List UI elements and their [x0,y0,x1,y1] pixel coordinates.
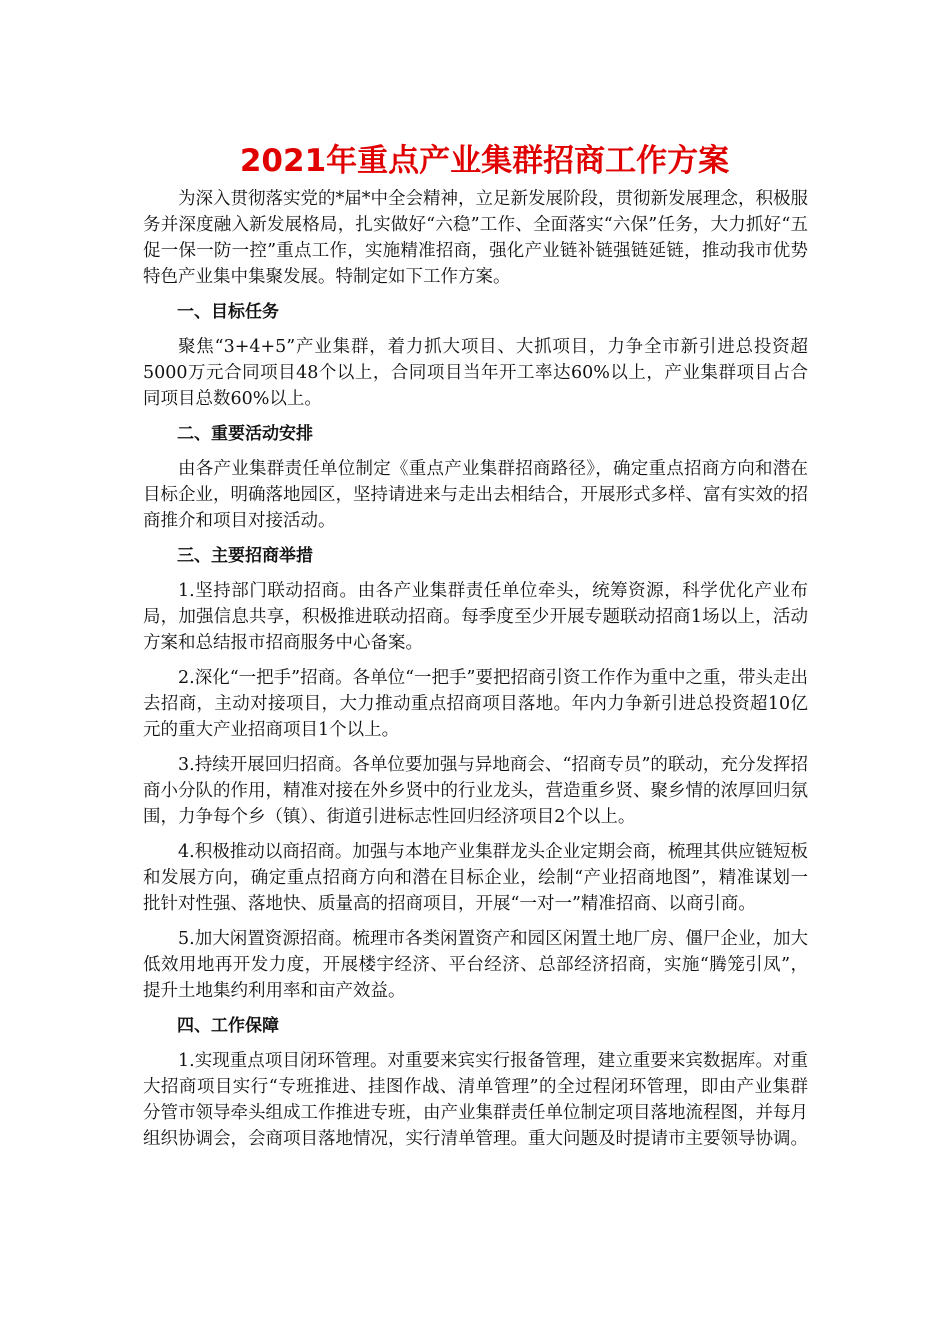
document-title: 2021年重点产业集群招商工作方案 [239,143,730,179]
section-heading-measures: 三、主要招商举措 [177,546,313,566]
document-page [143,140,808,1161]
section-measures [143,543,808,1004]
intro-paragraph: 为深入贯彻落实党的*届*中全会精神，立足新发展阶段，贯彻新发展理念，积极服务并深度融入新发展格局，扎实做好“六稳”工作、全面落实“六保”任务，大力抓好“五促一保一防一控”重点工作，实施精准招商，强化产业链补链强链延链，推动我市优势特色产业集中集聚发展。特制定如下工作方案。 [143,189,808,287]
section-paragraph: 由各产业集群责任单位制定《重点产业集群招商路径》，确定重点招商方向和潜在目标企业，明确落地园区，坚持请进来与走出去相结合，开展形式多样、富有实效的招商推介和项目对接活动。 [143,459,808,531]
measure-paragraph-3: 3.持续开展回归招商。各单位要加强与异地商会、“招商专员”的联动，充分发挥招商小分队的作用，精准对接在外乡贤中的行业龙头，营造重乡贤、聚乡情的浓厚回归氛围，力争每个乡（镇）、街道引进标志性回归经济项目2个以上。 [143,755,808,827]
section-paragraph: 聚焦“3+4+5”产业集群，着力抓大项目、大抓项目，力争全市新引进总投资超5000万元合同项目48个以上，合同项目当年开工率达60%以上，产业集群项目占合同项目总数60%以上。 [143,337,808,409]
section-goals [143,299,808,412]
section-heading-goals: 一、目标任务 [177,302,279,322]
measure-paragraph-4: 4.积极推动以商招商。加强与本地产业集群龙头企业定期会商，梳理其供应链短板和发展方向，确定重点招商方向和潜在目标企业，绘制“产业招商地图”，精准谋划一批针对性强、落地快、质量高的招商项目，开展“一对一”精准招商、以商引商。 [143,842,808,914]
measure-paragraph-5: 5.加大闲置资源招商。梳理市各类闲置资产和园区闲置土地厂房、僵尸企业，加大低效用地再开发力度，开展楼宇经济、平台经济、总部经济招商，实施“腾笼引凤”，提升土地集约利用率和亩产效益。 [143,929,808,1001]
section-activities [143,421,808,534]
guarantee-paragraph-1: 1.实现重点项目闭环管理。对重要来宾实行报备管理，建立重要来宾数据库。对重大招商项目实行“专班推进、挂图作战、清单管理”的全过程闭环管理，即由产业集群分管市领导牵头组成工作推进专班，由产业集群责任单位制定项目落地流程图，并每月组织协调会，会商项目落地情况，实行清单管理。重大问题及时提请市主要领导协调。 [143,1051,808,1149]
section-heading-guarantees: 四、工作保障 [177,1016,279,1036]
section-guarantees [143,1013,808,1152]
section-heading-activities: 二、重要活动安排 [177,424,313,444]
measure-paragraph-2: 2.深化“一把手”招商。各单位“一把手”要把招商引资工作作为重中之重，带头走出去招商，主动对接项目，大力推动重点招商项目落地。年内力争新引进总投资超10亿元的重大产业招商项目1个以上。 [143,668,808,740]
measure-paragraph-1: 1.坚持部门联动招商。由各产业集群责任单位牵头，统筹资源，科学优化产业布局，加强信息共享，积极推进联动招商。每季度至少开展专题联动招商1场以上，活动方案和总结报市招商服务中心备案。 [143,581,808,653]
